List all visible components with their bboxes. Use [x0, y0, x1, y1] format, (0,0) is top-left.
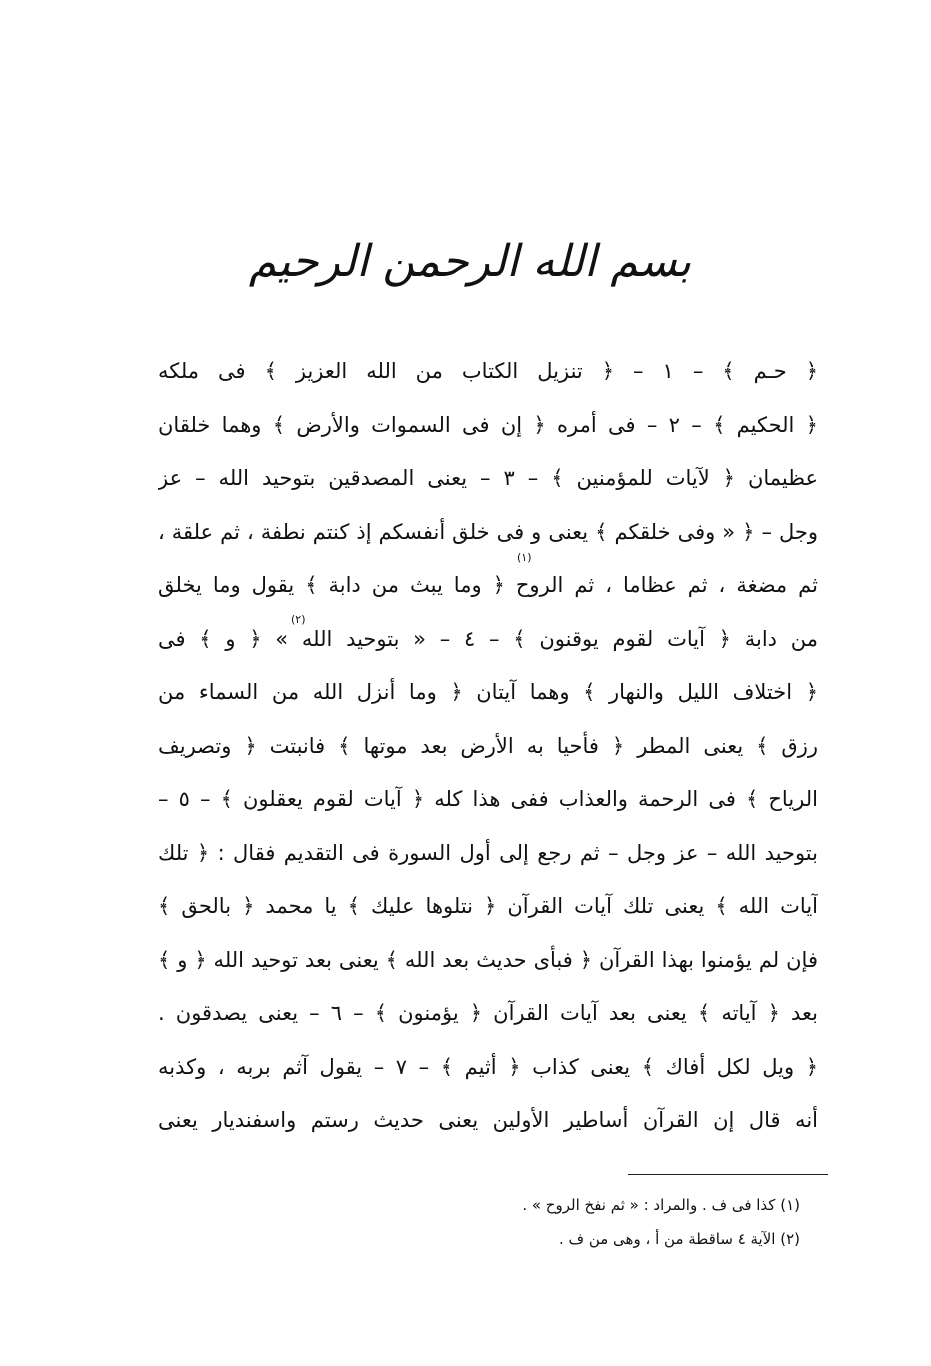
footnotes [300, 1188, 800, 1256]
text-line: ﴿ الحكيم ﴾ – ٢ – فى أمره ﴿ إن فى السموات والأرض ﴾ وهما خلقان [158, 412, 818, 437]
text-line: ثم مضغة ، ثم عظاما ، ثم الروح ﴿ وما يبث من دابة ﴾ يقول وما يخلق [158, 573, 818, 597]
text-line: بعد ﴿ آياته ﴾ يعنى بعد آيات القرآن ﴿ يؤمنون ﴾ – ٦ – يعنى يصدقون . [158, 1001, 818, 1025]
text-line: ﴿ ويل لكل أفاك ﴾ يعنى كذاب ﴿ أثيم ﴾ – ٧ – يقول آثم بربه ، وكذبه [158, 1054, 818, 1079]
text-line: فإن لم يؤمنوا بهذا القرآن ﴿ فبأى حديث بعد الله ﴾ يعنى بعد توحيد الله ﴿ و ﴾ [158, 947, 818, 972]
body-text [158, 345, 818, 1148]
footnote-1: (١) كذا فى ف . والمراد : « ثم نفخ الروح » . [522, 1196, 800, 1214]
footnote-ref-2: (٢) [291, 613, 306, 626]
text-line: عظيمان ﴿ لآيات للمؤمنين ﴾ – ٣ – يعنى المصدقين بتوحيد الله – عز [158, 466, 818, 490]
basmala-heading: بسم الله الرحمن الرحيم [248, 236, 692, 287]
text-line: وجل – ﴿ « وفى خلقكم ﴾ يعنى و فى خلق أنفسكم إذ كنتم نطفة ، ثم علقة ، [158, 519, 818, 544]
footnote-divider [628, 1174, 828, 1175]
text-line: الرياح ﴾ فى الرحمة والعذاب ففى هذا كله ﴿ آيات لقوم يعقلون ﴾ – ٥ – [158, 787, 818, 811]
text-line: ﴿ اختلاف الليل والنهار ﴾ وهما آيتان ﴿ وما أنزل الله من السماء من [158, 680, 818, 704]
footnote-ref-1: (١) [517, 551, 532, 564]
text-line: آيات الله ﴾ يعنى تلك آيات القرآن ﴿ نتلوها عليك ﴾ يا محمد ﴿ بالحق ﴾ [158, 894, 818, 918]
text-line: من دابة ﴿ آيات لقوم يوقنون ﴾ – ٤ – « بتوحيد الله » ﴿ و ﴾ فى [158, 626, 818, 651]
text-line: رزق ﴾ يعنى المطر ﴿ فأحيا به الأرض بعد موتها ﴾ فانبتت ﴿ وتصريف [158, 733, 818, 758]
footnote-2: (٢) الآية ٤ ساقطة من أ ، وهى من ف . [558, 1230, 800, 1248]
text-line: أنه قال إن القرآن أساطير الأولين يعنى حديث رستم واسفنديار يعنى [158, 1108, 818, 1132]
text-line: ﴿ حـم ﴾ – ١ – ﴿ تنزيل الكتاب من الله العزيز ﴾ فى ملكه [158, 359, 818, 383]
text-line: بتوحيد الله – عز وجل – ثم رجع إلى أول السورة فى التقديم فقال : ﴿ تلك [158, 840, 818, 865]
